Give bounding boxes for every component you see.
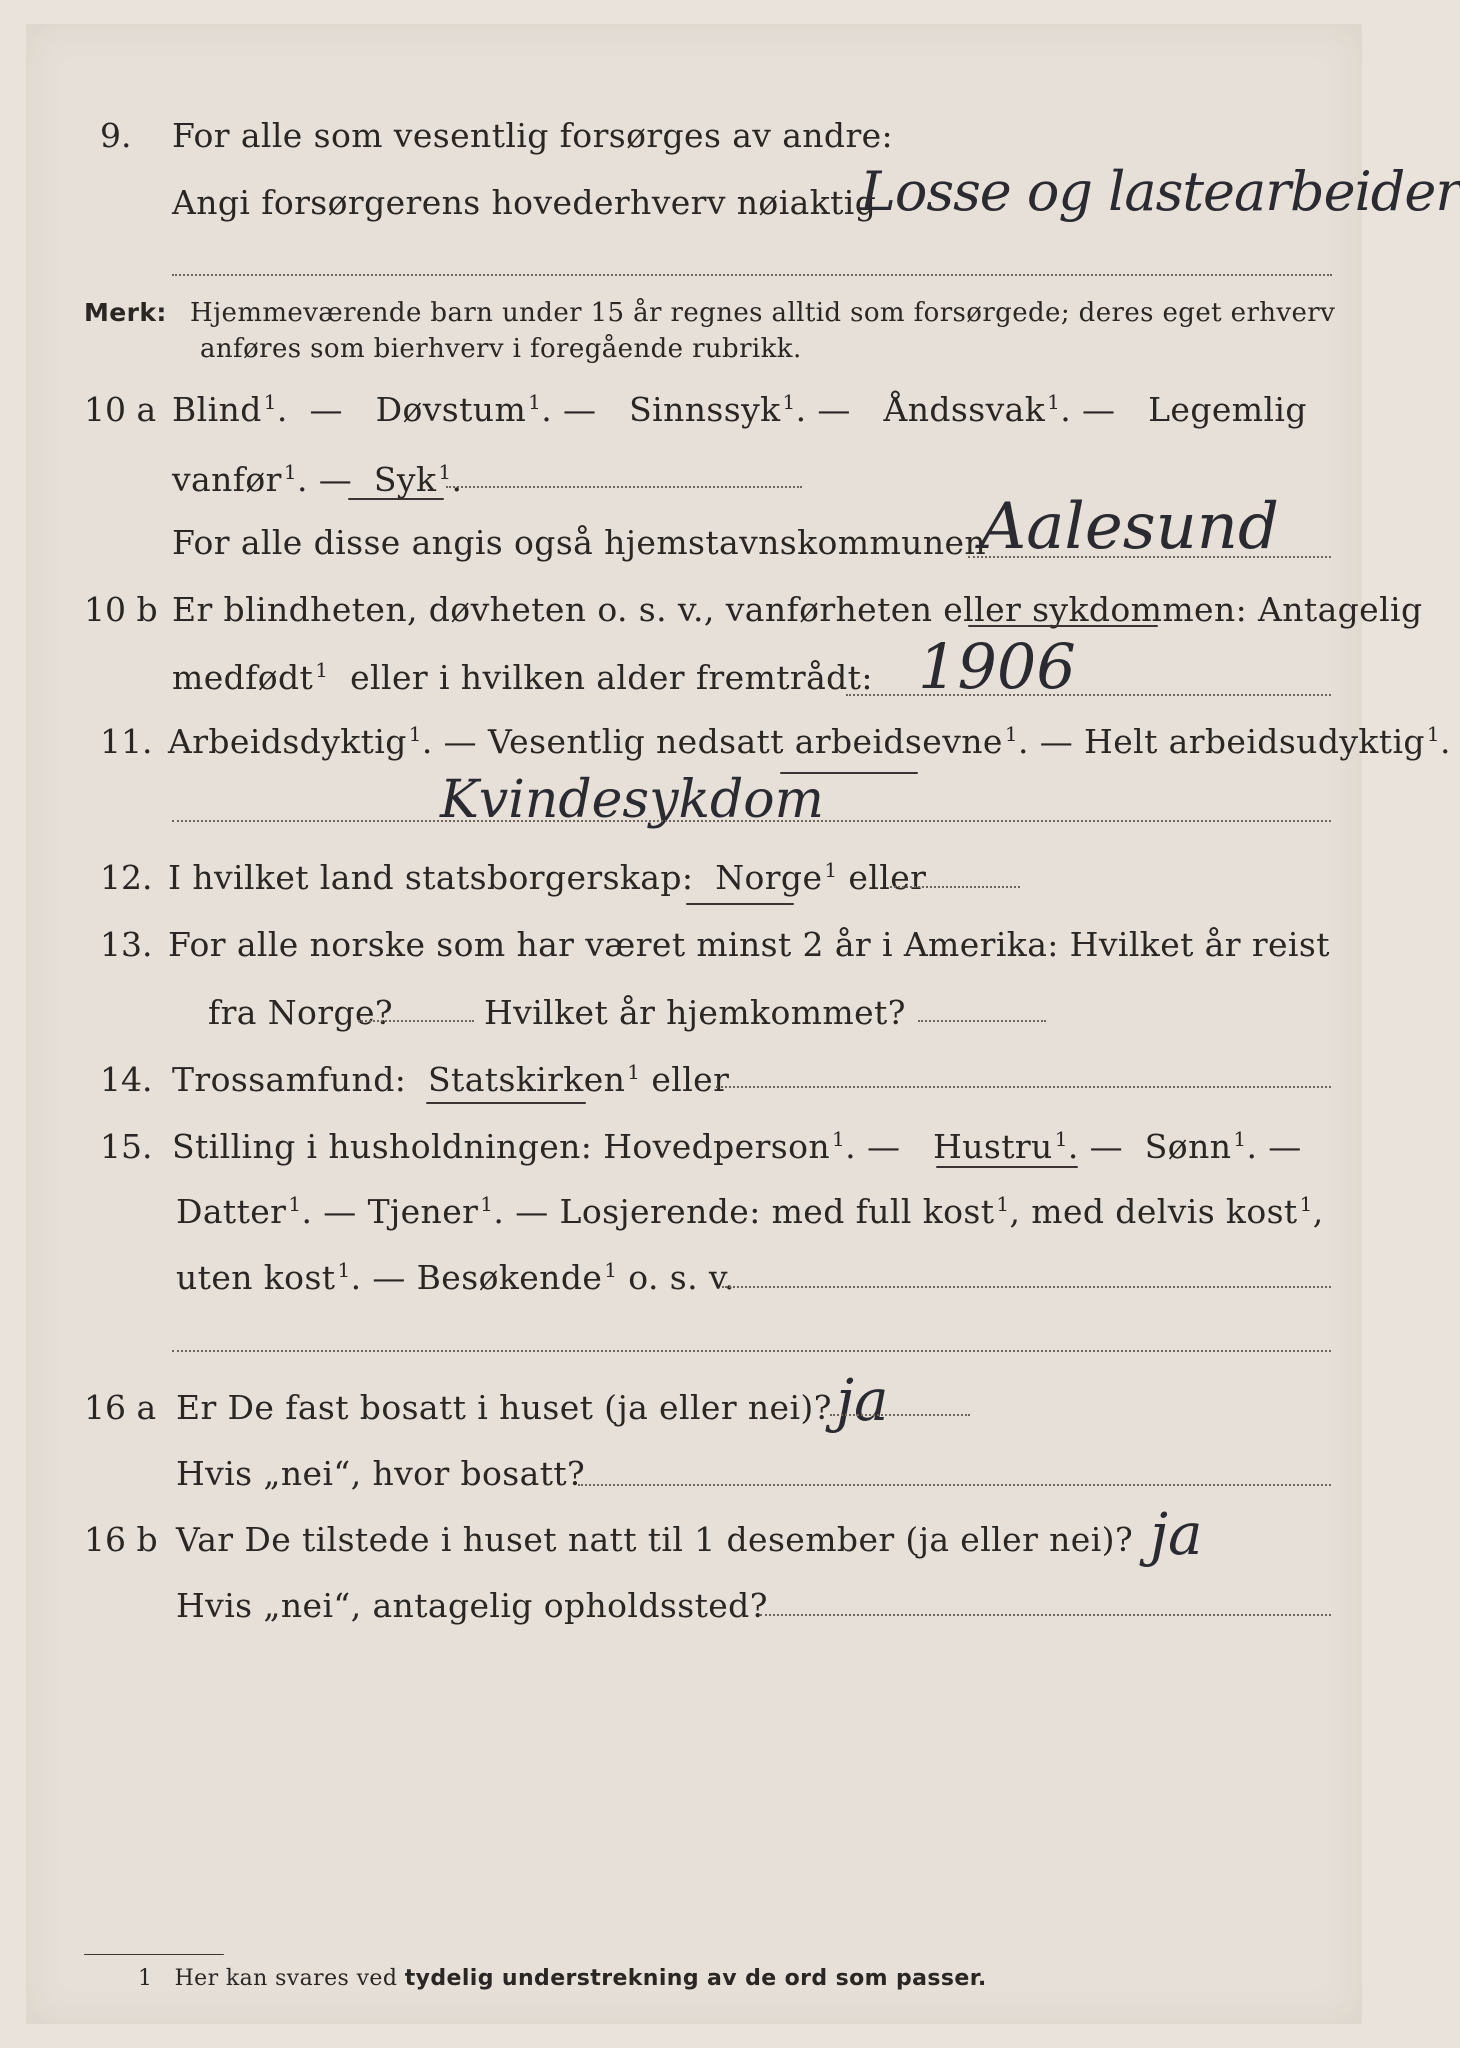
merk-line2: anføres som bierhverv i foregående rubrikk. (200, 334, 802, 364)
q16a-line1: Er De fast bosatt i huset (ja eller nei)? (176, 1388, 832, 1427)
opt-hustru: Hustru (933, 1127, 1053, 1166)
syk-underline (348, 498, 444, 500)
q10b-number: 10 b (84, 590, 158, 629)
q16a-answer-handwriting: ja (836, 1366, 889, 1434)
q15-number: 15. (100, 1127, 153, 1166)
q16a-bosatt-line (578, 1484, 1331, 1486)
opt-norge: Norge (715, 858, 823, 897)
sykdommen-underline (968, 625, 1158, 627)
q15-line3: uten kost $^1$. — Besøkende $^1$ o. s. v. (176, 1258, 735, 1297)
opt-legemlig: Legemlig (1148, 390, 1307, 429)
opt-syk: Syk (373, 460, 437, 499)
opt-dovstum: Døvstum (375, 390, 527, 429)
statskirken-underline (426, 1102, 586, 1104)
q13-hjemkommet-line (918, 1020, 1046, 1022)
q16a-line2: Hvis „nei“, hvor bosatt? (176, 1454, 586, 1493)
q10b-answer-line (846, 694, 1331, 696)
footnote-rule (84, 1954, 224, 1955)
q10a-answer-line (968, 556, 1331, 558)
q14-line1: Trossamfund: Statskirken $^1$ eller (172, 1060, 730, 1099)
q13-line2b: Hvilket år hjemkommet? (484, 993, 906, 1032)
q10a-line1: Blind $^1$. — Døvstum $^1$. — Sinnssyk $^1$. — Åndssvak $^1$. — Legemlig (172, 390, 1307, 429)
opt-sinnssyk: Sinnssyk (629, 390, 781, 429)
q9-line2: Angi forsørgerens hovederhverv nøiaktig (172, 183, 877, 222)
q9-answer-handwriting: Losse og lastearbeider (860, 160, 1460, 223)
q16b-number: 16 b (84, 1520, 158, 1559)
q12-blank-line (890, 886, 1020, 888)
q11-answer-stroke (780, 772, 918, 774)
q16b-line2: Hvis „nei“, antagelig opholdssted? (176, 1586, 768, 1625)
opt-vanfor: vanfør (172, 460, 282, 499)
q16b-answer-handwriting: ja (1150, 1500, 1203, 1568)
q10a-answer-handwriting: Aalesund (980, 490, 1279, 564)
q10b-line2: medfødt $^1$ eller i hvilken alder fremtrådt: (172, 658, 873, 697)
q13-number: 13. (100, 925, 153, 964)
footnote: 1 Her kan svares ved tydelig understrekning av de ord som passer. (138, 1966, 987, 1991)
q13-reist-line (358, 1020, 474, 1022)
q15-line1: Stilling i husholdningen: Hovedperson $^1$. — Hustru $^1$. — Sønn $^1$. — (172, 1127, 1302, 1166)
q16b-line1: Var De tilstede i huset natt til 1 desember (ja eller nei)? (176, 1520, 1134, 1559)
q9-line1: For alle som vesentlig forsørges av andre: (172, 116, 894, 155)
q15-blank-line (722, 1286, 1331, 1288)
q10a-number: 10 a (84, 390, 157, 429)
merk-label: Merk: (84, 298, 167, 327)
opt-statskirken: Statskirken (428, 1060, 626, 1099)
opt-arbeidsdyktig: Arbeidsdyktig (168, 722, 407, 761)
q13-line1: For alle norske som har været minst 2 år i Amerika: Hvilket år reist (168, 925, 1330, 964)
q12-line1: I hvilket land statsborgerskap: Norge $^1$ eller (168, 858, 927, 897)
q14-number: 14. (100, 1060, 153, 1099)
q10a-blank-line (446, 486, 802, 488)
q15-answer-line (172, 1350, 1331, 1352)
q15-line2: Datter $^1$. — Tjener $^1$. — Losjerende: med full kost $^1$, med delvis kost $^1$, (176, 1192, 1324, 1231)
opt-udyktig: Helt arbeidsudyktig (1084, 722, 1425, 761)
norge-underline (686, 903, 794, 905)
opt-medfodt: medfødt (172, 658, 314, 697)
q9-blank-line (172, 274, 1332, 276)
hustru-underline (936, 1166, 1078, 1168)
q11-answer-line (172, 820, 1331, 822)
opt-andssvak: Åndssvak (883, 390, 1046, 429)
q12-number: 12. (100, 858, 153, 897)
opt-sykdommen: sykdommen (1032, 590, 1236, 629)
q13-line2a: fra Norge? (208, 993, 394, 1032)
q11-number: 11. (100, 722, 153, 761)
opt-nedsatt: Vesentlig nedsatt arbeidsevne (487, 722, 1003, 761)
q10a-line2: vanfør $^1$. — Syk $^1$. (172, 460, 463, 499)
q10b-answer-handwriting: 1906 (918, 630, 1076, 703)
q16a-number: 16 a (84, 1388, 157, 1427)
opt-sonn: Sønn (1144, 1127, 1232, 1166)
merk-line1: Hjemmeværende barn under 15 år regnes alltid som forsørgede; deres eget erhverv (190, 298, 1336, 328)
q14-blank-line (716, 1086, 1331, 1088)
q11-answer-handwriting: Kvindesykdom (440, 770, 824, 830)
q16b-opholdssted-line (760, 1614, 1331, 1616)
q9-number: 9. (100, 116, 132, 155)
q10a-line3: For alle disse angis også hjemstavnskommunen (172, 523, 987, 562)
q10b-line1: Er blindheten, døvheten o. s. v., vanførheten eller sykdommen: Antagelig (172, 590, 1423, 629)
q16a-answer-line (830, 1414, 970, 1416)
opt-blind: Blind (172, 390, 262, 429)
q11-line1: Arbeidsdyktig $^1$. — Vesentlig nedsatt arbeidsevne $^1$. — Helt arbeidsudyktig $^1$. (168, 722, 1451, 761)
